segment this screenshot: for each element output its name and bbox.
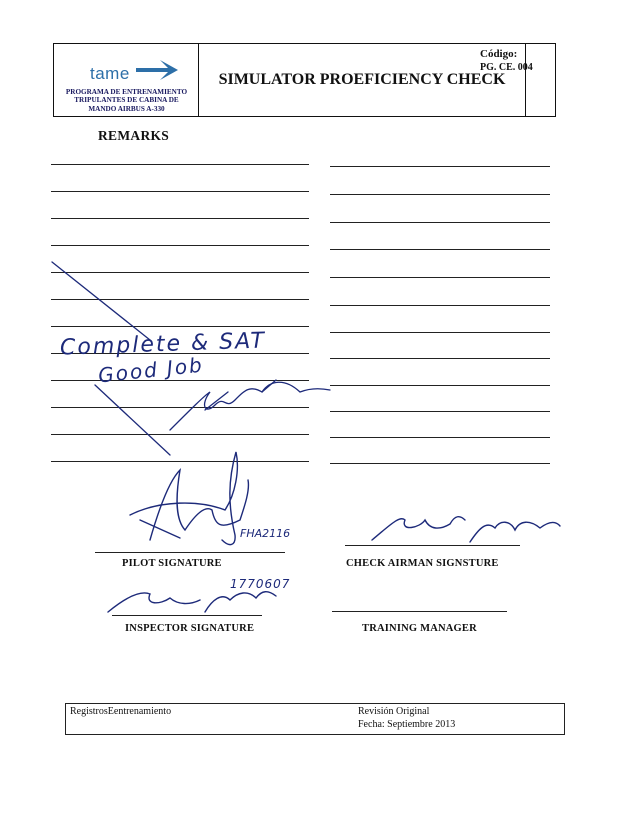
remarks-heading: REMARKS	[98, 128, 170, 143]
pilot-signature-line	[95, 552, 285, 553]
footer-revision: Revisión Original	[358, 706, 430, 717]
check-airman-line	[345, 545, 520, 546]
training-manager-line	[332, 611, 507, 612]
check-airman-caption: CHECK AIRMAN SIGNSTURE	[346, 558, 499, 569]
tame-logo: tame	[90, 64, 130, 83]
program-name: PROGRAMA DE ENTRENAMIENTO TRIPULANTES DE CABINA DE MANDO AIRBUS A-330	[65, 88, 188, 113]
pilot-signature-caption: PILOT SIGNATURE	[122, 558, 222, 569]
pilot-license-code: FHA2116	[240, 527, 291, 540]
code-label: Código:	[480, 48, 518, 60]
remarks-signature	[170, 380, 330, 430]
document-title: SIMULATOR PROEFICIENCY CHECK	[199, 44, 526, 116]
handwritten-remark: Good Job	[97, 352, 205, 388]
inspector-signature-caption: INSPECTOR SIGNATURE	[125, 623, 255, 634]
footer-box	[65, 703, 565, 735]
handwritten-remark: Complete & SAT	[59, 328, 267, 361]
pilot-signature	[130, 452, 248, 545]
footer-records: RegistrosEentrenamiento	[70, 706, 172, 717]
inspector-number: 1770607	[230, 577, 291, 591]
code-value: PG. CE. 004	[480, 62, 533, 73]
inspector-signature	[108, 592, 276, 612]
inspector-signature-line	[112, 615, 262, 616]
training-manager-caption: TRAINING MANAGER	[362, 623, 477, 634]
remarks-strikeout	[52, 262, 170, 455]
check-airman-signature	[372, 517, 560, 542]
footer-date: Fecha: Septiembre 2013	[358, 719, 456, 730]
